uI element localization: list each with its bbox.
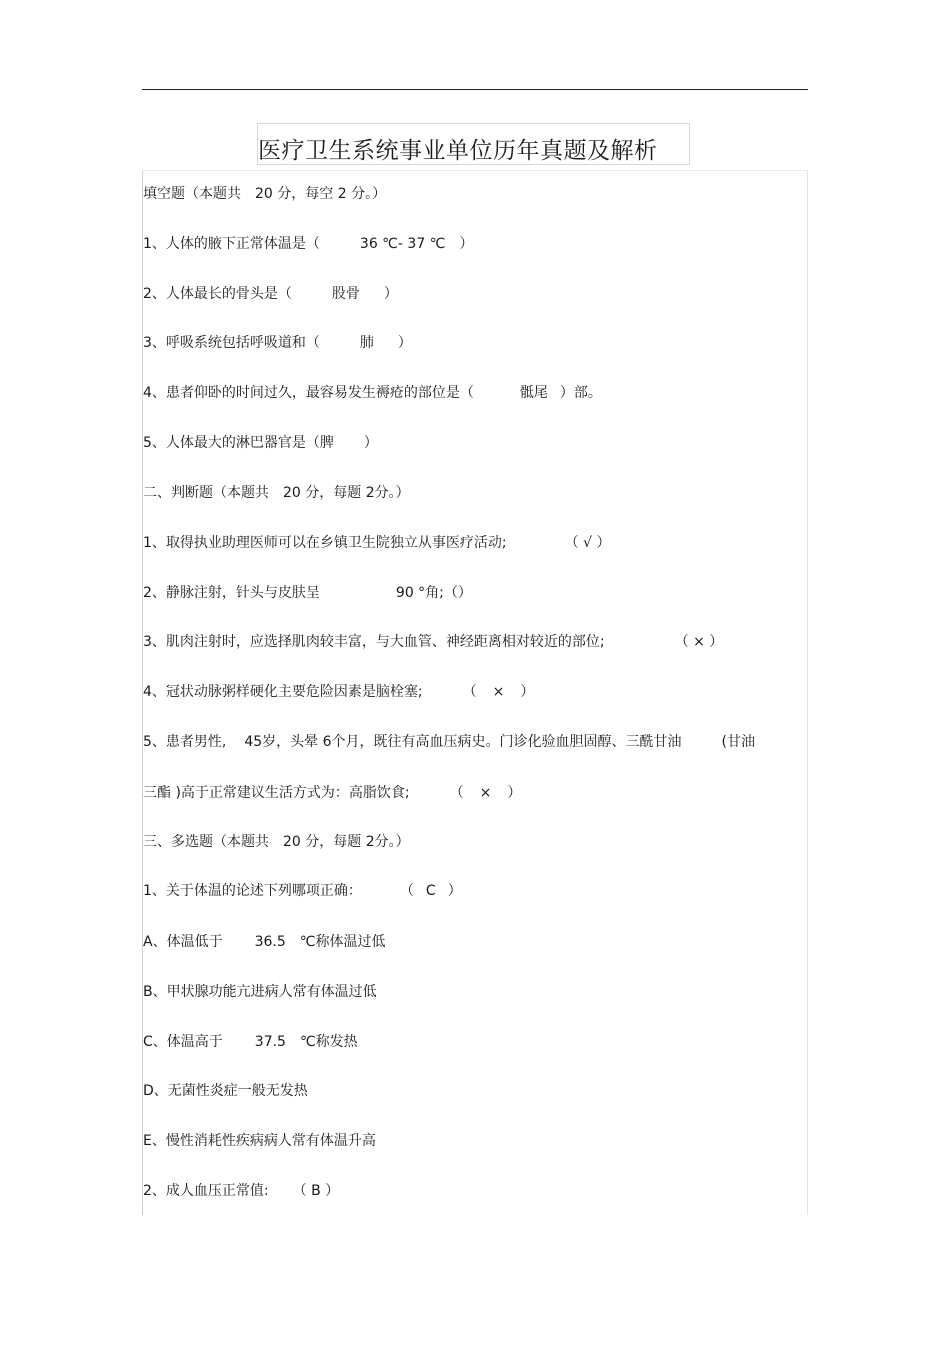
answer-text: 36 ℃- 37 ℃ [359, 236, 446, 252]
option-e [143, 1132, 376, 1150]
question-stem: 2、成人血压正常值: [143, 1183, 269, 1199]
option-a [143, 933, 385, 951]
bracket-open: （ [449, 785, 464, 801]
question-stem: 1、取得执业助理医师可以在乡镇卫生院独立从事医疗活动; [143, 535, 507, 551]
option-text: E、慢性消耗性疾病病人常有体温升高 [143, 1133, 376, 1149]
judge-question-5 [143, 733, 755, 751]
answer-mark: × [479, 785, 492, 801]
bracket-close: ） [507, 785, 522, 801]
question-stem: 1、关于体温的论述下列哪项正确： [143, 883, 362, 899]
heading-score: 20 分，每题 2分。） [283, 834, 410, 850]
bracket-close: ） [520, 684, 535, 700]
answer-text: 股骨 [331, 286, 360, 302]
multi-section-heading [143, 833, 410, 851]
answer-text: （ B ） [292, 1183, 340, 1199]
answer-text: C [425, 883, 436, 899]
fill-question-1 [143, 235, 473, 253]
fill-section-heading [143, 185, 386, 203]
answer-text: 骶尾 [519, 385, 548, 401]
option-text: D、无菌性炎症一般无发热 [143, 1083, 308, 1099]
judge-question-4 [143, 683, 534, 701]
page-title: 医疗卫生系统事业单位历年真题及解析 [258, 138, 658, 164]
question-stem: 1、人体的腋下正常体温是（ [143, 236, 320, 252]
option-d [143, 1082, 308, 1100]
answer-text: 肺 [359, 335, 374, 351]
option-label: A、体温低于 [143, 934, 223, 950]
bracket-close: ） [383, 286, 398, 302]
fill-question-4 [143, 384, 602, 402]
judge-question-3 [143, 633, 723, 651]
fill-question-5 [143, 434, 378, 452]
option-b [143, 983, 377, 1001]
fill-question-3 [143, 334, 412, 352]
answer-mark: （ × ） [674, 634, 724, 650]
heading-score: 20 分，每空 2 分。） [255, 186, 387, 202]
bracket-close: ）部。 [559, 385, 602, 401]
bracket-close: ） [447, 883, 462, 899]
question-stem: 5、患者男性, [143, 734, 227, 750]
question-stem: 2、人体最长的骨头是（ [143, 286, 292, 302]
title-box [257, 123, 690, 165]
fill-question-2 [143, 285, 398, 303]
judge-question-5-cont [143, 784, 521, 802]
heading-text: 三、多选题（本题共 [143, 834, 269, 850]
option-text: ℃称体温过低 [299, 934, 386, 950]
bracket-open: （ [462, 684, 477, 700]
bracket-close: ） [459, 236, 474, 252]
multi-question-1 [143, 882, 462, 900]
heading-score: 20 分，每题 2分。） [283, 485, 410, 501]
header-rule [142, 89, 808, 90]
question-stem-cont: 三酯 )高于正常建议生活方式为：高脂饮食; [143, 785, 410, 801]
question-stem: 5、人体最大的淋巴器官是（脾 [143, 435, 334, 451]
question-stem: 3、肌肉注射时，应选择肌肉较丰富，与大血管、神经距离相对较近的部位; [143, 634, 605, 650]
judge-question-2 [143, 584, 472, 602]
question-stem: 2、静脉注射，针头与皮肤呈 [143, 585, 320, 601]
option-text: B、甲状腺功能亢进病人常有体温过低 [143, 984, 377, 1000]
answer-text: 90 °角;（ [395, 585, 458, 601]
question-stem: 3、呼吸系统包括呼吸道和（ [143, 335, 320, 351]
answer-mark: × [492, 684, 505, 700]
bracket-close: ） [397, 335, 412, 351]
question-stem: 4、患者仰卧的时间过久，最容易发生褥疮的部位是（ [143, 385, 474, 401]
question-stem: 4、冠状动脉粥样硬化主要危险因素是脑栓塞; [143, 684, 423, 700]
option-text: ℃称发热 [299, 1034, 358, 1050]
heading-text: 二、判断题（本题共 [143, 485, 269, 501]
bracket-open: （ [399, 883, 414, 899]
judge-question-1 [143, 534, 610, 552]
judge-section-heading [143, 484, 410, 502]
heading-text: 填空题（本题共 [143, 186, 241, 202]
option-c [143, 1033, 358, 1051]
bracket-close: ） [457, 585, 472, 601]
question-stem-paren: (甘油 [721, 734, 755, 750]
option-value: 36.5 [254, 934, 286, 950]
answer-mark: （ √ ） [564, 535, 611, 551]
question-stem-cont: 45岁，头晕 6个月，既往有高血压病史。门诊化验血胆固醇、三酰甘油 [244, 734, 682, 750]
option-label: C、体温高于 [143, 1034, 223, 1050]
multi-question-2 [143, 1182, 339, 1200]
option-value: 37.5 [254, 1034, 286, 1050]
bracket-close: ） [363, 435, 378, 451]
